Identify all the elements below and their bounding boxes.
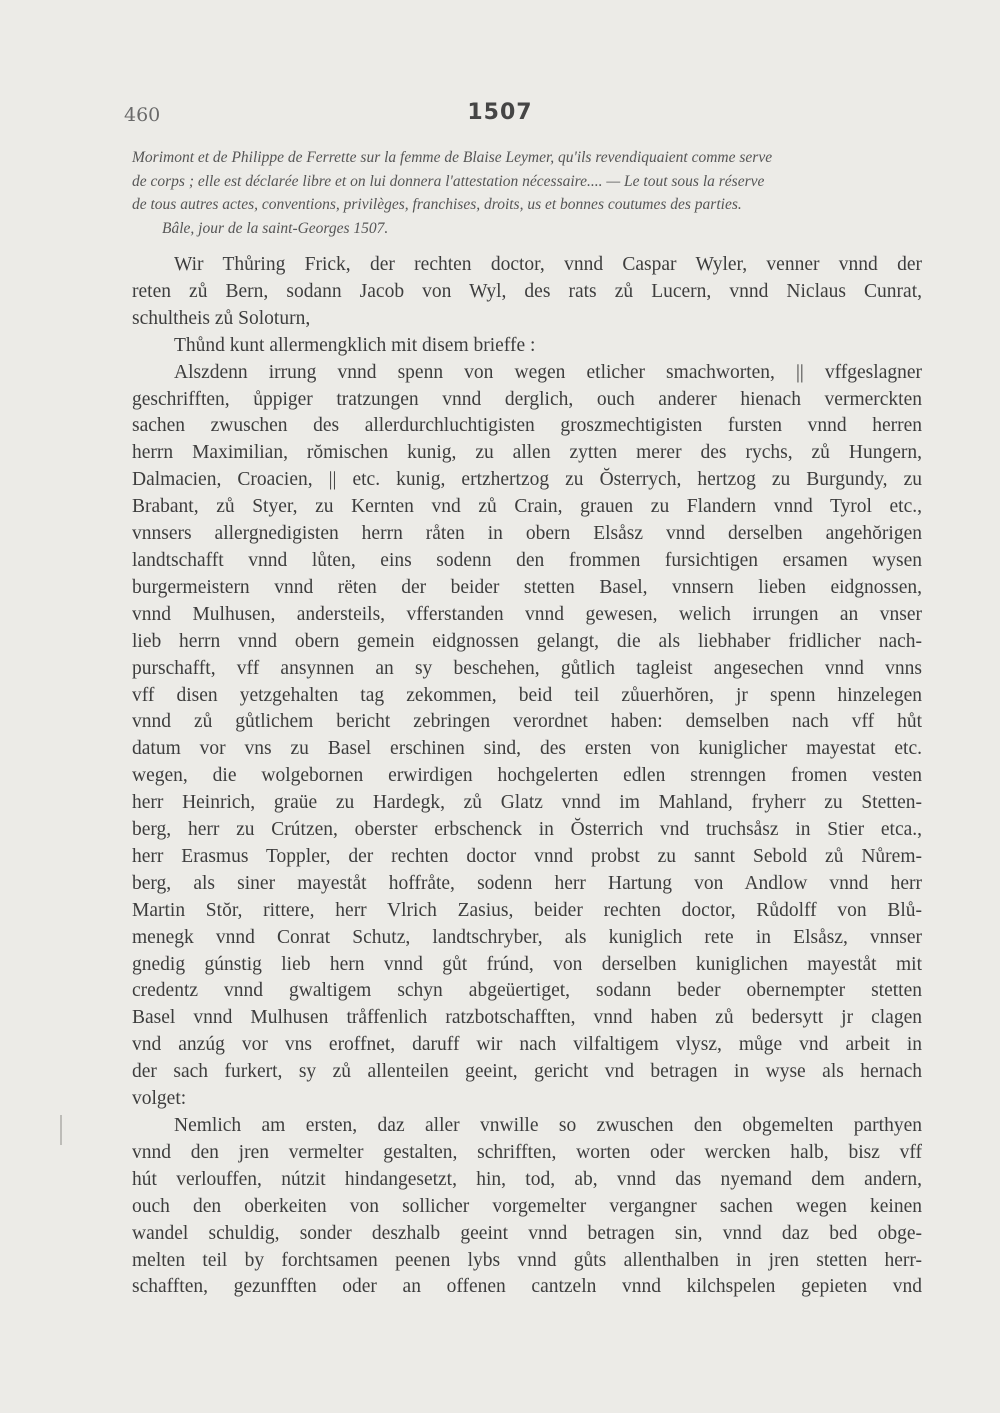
text-line: berg, als siner mayeståt hoffråte, sodenn herr Hartung von Andlow vnnd herr [132,872,922,894]
summary-line: de corps ; elle est déclarée libre et on lui donnera l'attestation nécessaire.... — Le tout sous la réserve [132,172,765,190]
text-line: wegen, die wolgebornen erwirdigen hochgelerten edlen strenngen fromen vesten [132,765,922,787]
charter-text [132,252,922,1301]
text-line: Nemlich am ersten, daz aller vnwille so zwuschen den obgemelten parthyen [174,1115,922,1136]
text-line: burgermeistern vnnd rëten der beider stetten Basel, vnnsern lieben eidgnossen, [132,576,922,598]
text-line: Basel vnnd Mulhusen tråffenlich ratzbotschafften, vnnd haben zů bedersytt jr clagen [132,1007,922,1029]
text-line: geschrifften, ůppiger tratzungen vnnd derglich, ouch anderer hienach vermerckten [132,388,922,410]
text-line: ouch den oberkeiten von sollicher vorgemelter vergangner sachen wegen keinen [132,1195,922,1217]
text-line: datum vor vns zu Basel erschinen sind, des ersten von kuniglicher mayestat etc. [132,738,922,760]
text-line: vff disen yetzgehalten tag zekommen, beid teil zůuerhŏren, jr spenn hinzelegen [132,684,922,706]
page-number: 460 [124,104,161,126]
text-line: reten zů Bern, sodann Jacob von Wyl, des rats zů Lucern, vnnd Niclaus Cunrat, [132,280,922,302]
text-line: melten teil by forchtsamen peenen lybs vnnd gůts allenthalben in jren stetten herr- [132,1249,922,1271]
text-line: herrn Maximilian, rŏmischen kunig, zu allen zytten merer des rychs, zů Hungern, [132,442,922,464]
text-line: purschafft, vff ansynnen an sy beschehen, gůtlich tagleist angesechen vnnd vnns [132,657,922,679]
text-line: volget: [132,1088,187,1110]
margin-mark [60,1115,62,1145]
text-line: vnnd zů gůtlichem bericht zebringen verordnet haben: demselben nach vff hůt [132,711,922,733]
text-line: gnedig gúnstig lieb hern vnnd gůt frúnd, von derselben kuniglichen mayeståt mit [132,953,922,975]
text-line: vnnd den jren vermelter gestalten, schrifften, worten oder wercken halb, bisz vff [132,1141,922,1163]
text-line: vnnsers allergnedigisten herrn råten in obern Elsåsz vnnd derselben angehŏrigen [132,523,922,545]
text-line: schultheis zů Soloturn, [132,307,311,329]
document-summary [132,146,922,240]
text-line: der sach furkert, sy zů allenteilen geeint, gericht vnd betragen in wyse als hernach [132,1061,922,1083]
text-line: Thůnd kunt allermengklich mit disem brieffe : [174,334,536,356]
text-line: landtschafft vnnd lůten, eins sodenn den frommen fursichtigen ersamen wysen [132,549,922,571]
text-line: Dalmacien, Croacien, || etc. kunig, ertzhertzog zu Ŏsterrych, hertzog zu Burgundy, zu [132,469,922,491]
text-line: herr Heinrich, graüe zu Hardegk, zů Glatz vnnd im Mahland, fryherr zu Stetten- [132,792,922,814]
running-head-year: 1507 [467,100,533,125]
text-line: vnd anzúg vor vns eroffnet, daruff wir nach vilfaltigem vlysz, můge vnd arbeit in [132,1034,922,1056]
text-line: Brabant, zů Styer, zu Kernten vnd zů Crain, grauen zu Flandern vnnd Tyrol etc., [132,496,922,518]
text-line: vnnd Mulhusen, andersteils, vfferstanden vnnd gewesen, welich irrungen an vnser [132,603,922,625]
summary-line: de tous autres actes, conventions, privilèges, franchises, droits, us et bonnes coutumes des parties. [132,196,742,213]
text-line: herr Erasmus Toppler, der rechten doctor vnnd probst zu sannt Sebold zů Nůrem- [132,845,922,867]
text-line: wandel schuldig, sonder deszhalb geeint vnnd betragen sin, vnnd daz bed obge- [132,1222,922,1244]
text-line: Martin Stŏr, rittere, herr Vlrich Zasius, beider rechten doctor, Růdolff von Blů- [132,899,922,921]
text-line: lieb herrn vnnd obern gemein eidgnossen gelangt, die als liebhaber fridlicher nach- [132,630,922,652]
text-line: sachen zwuschen des allerdurchluchtigisten groszmechtigisten fursten vnnd herren [132,415,922,437]
text-line: Wir Thůring Frick, der rechten doctor, vnnd Caspar Wyler, venner vnnd der [174,254,922,275]
text-line: berg, herr zu Crútzen, oberster erbschenck in Ŏsterrich vnd truchsåsz in Stier etca., [132,819,922,841]
text-line: credentz vnnd gwaltigem schyn abgeüertiget, sodann beder obernempter stetten [132,980,922,1002]
summary-line: Morimont et de Philippe de Ferrette sur la femme de Blaise Leymer, qu'ils revendiquaient comme serve [132,149,773,166]
text-line: menegk vnnd Conrat Schutz, landtschryber, als kuniglich rete in Elsåsz, vnnser [132,926,922,948]
text-line: Alszdenn irrung vnnd spenn von wegen etlicher smachworten, || vffgeslagner [174,361,922,383]
text-line: schafften, gezunfften oder an offenen cantzeln vnnd kilchspelen gepieten vnd [132,1276,922,1298]
text-line: hút verlouffen, nútzit hindangesetzt, hin, tod, ab, vnnd das nyemand dem andern, [132,1168,922,1190]
summary-line-dateline: Bâle, jour de la saint-Georges 1507. [162,219,389,237]
